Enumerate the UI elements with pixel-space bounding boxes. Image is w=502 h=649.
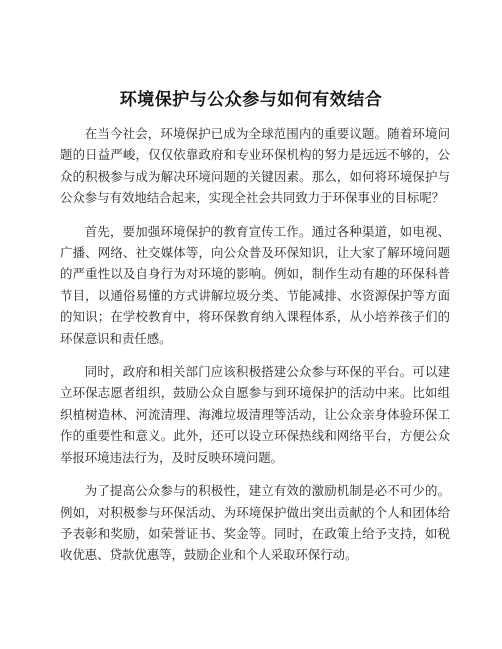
paragraph-2: 首先，要加强环境保护的教育宣传工作。通过各种渠道，如电视、广播、网络、社交媒体等，向公众普及环保知识，让大家了解环境问题的严重性以及自身行为对环境的影响。例如，制作生动有趣的环保科普节目，以通俗易懂的方式讲解垃圾分类、节能减排、水资源保护等方面的知识；在学校教育中，将环保教育纳入课程体系，从小培养孩子们的环保意识和责任感。 [60,223,450,346]
document-title: 环境保护与公众参与如何有效结合 [119,90,383,110]
paragraph-4: 为了提高公众参与的积极性，建立有效的激励机制是必不可少的。例如，对积极参与环保活动、为环境保护做出突出贡献的个人和团体给予表彰和奖励，如荣誉证书、奖金等。同时，在政策上给予支持，如税收优惠、贷款优惠等，鼓励企业和个人采取环保行动。 [60,483,450,563]
paragraph-1: 在当今社会，环境保护已成为全球范围内的重要议题。随着环境问题的日益严峻，仅仅依靠政府和专业环保机构的努力是远远不够的，公众的积极参与成为解决环境问题的关键因素。那么，如何将环境保护与公众参与有效地结合起来，实现全社会共同致力于环保事业的目标呢？ [60,126,450,206]
paragraph-3: 同时，政府和相关部门应该积极搭建公众参与环保的平台。可以建立环保志愿者组织，鼓励公众自愿参与到环境保护的活动中来。比如组织植树造林、河流清理、海滩垃圾清理等活动，让公众亲身体验环保工作的重要性和意义。此外，还可以设立环保热线和网络平台，方便公众举报环境违法行为，及时反映环境问题。 [60,364,450,465]
document-body [60,123,450,578]
